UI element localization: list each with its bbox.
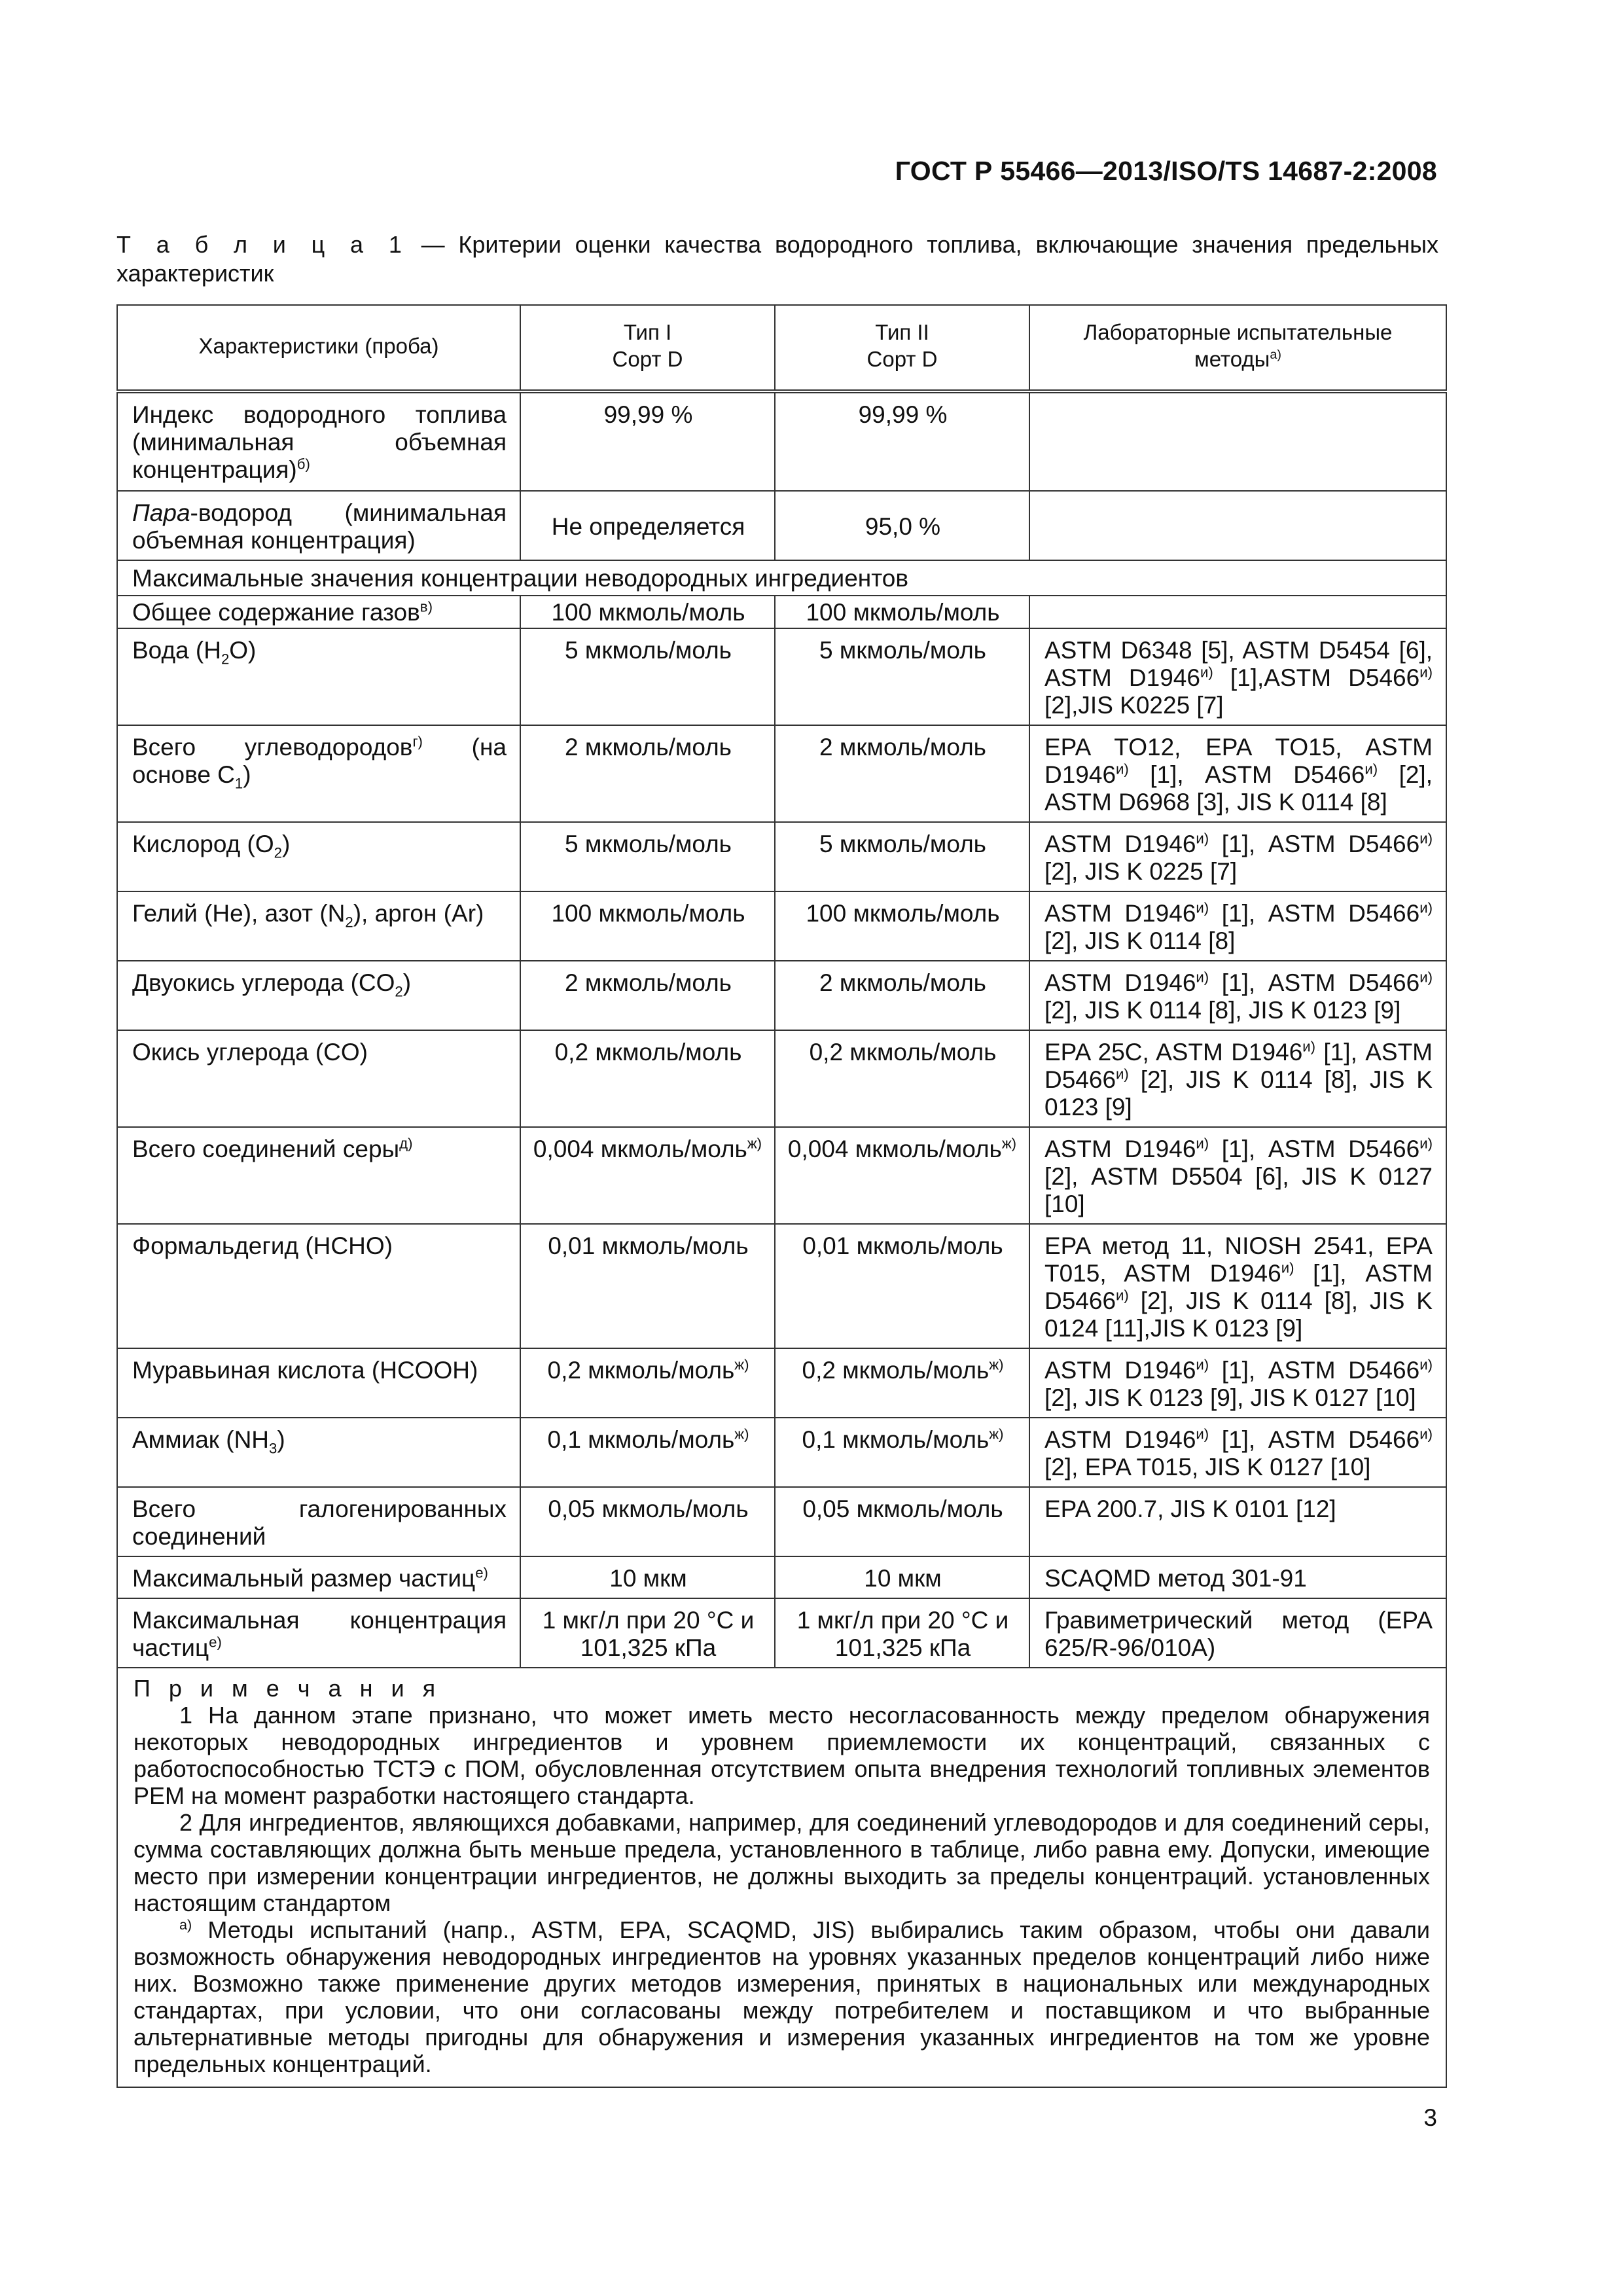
cell-methods: ASTM $D1946^{и)}$ [1], ASTM $D5466^{и)}$ [2], EPA T015, JIS K 0127 [10] <box>1029 1418 1446 1487</box>
cell-type1: 5 мкмоль/моль <box>520 628 775 725</box>
page-number: 3 <box>1423 2104 1437 2131</box>
cell-methods: EPA 25C, ASTM $D1946^{и)}$ [1], ASTM $D5466^{и)}$ [2], JIS K 0114 [8], JIS K 0123 [9] <box>1029 1030 1446 1127</box>
cell-type1: 0,01 мкмоль/моль <box>520 1224 775 1348</box>
cell-type1: 100 мкмоль/моль <box>520 891 775 961</box>
cell-methods: ASTM $D1946^{и)}$ [1], ASTM $D5466^{и)}$ [2], JIS K 0114 [8] <box>1029 891 1446 961</box>
cell-methods: ASTM $D1946^{и)}$ [1], ASTM $D5466^{и)}$ [2], JIS K 0114 [8], JIS K 0123 [9] <box>1029 961 1446 1030</box>
cell-type1: 99,99 % <box>520 391 775 491</box>
notes-title: П р и м е ч а н и я <box>134 1675 442 1702</box>
cell-characteristic: Индекс водородного топлива (минимальная объемная концентрация)$^{б)}$ <box>117 391 520 491</box>
table-row <box>117 1418 1446 1487</box>
cell-methods: EPA метод 11, NIOSH 2541, EPA T015, ASTM $D1946^{и)}$ [1], ASTM $D5466^{и)}$ [2], JIS K 0114 [8], JIS K 0124 [11],JIS K 0123 [9] <box>1029 1224 1446 1348</box>
caption-prefix: Т а б л и ц а 1 <box>116 231 408 258</box>
cell-type2: 95,0 % <box>775 491 1029 560</box>
cell-type2: 0,1 мкмоль/моль$^{ж)}$ <box>775 1418 1029 1487</box>
header-characteristics: Характеристики (проба) <box>117 305 520 391</box>
cell-type1: 100 мкмоль/моль <box>520 596 775 628</box>
cell-characteristic: Максимальный размер частиц$^{е)}$ <box>117 1556 520 1598</box>
header-type1: Тип I Сорт D <box>520 305 775 391</box>
cell-type2: 2 мкмоль/моль <box>775 961 1029 1030</box>
cell-type1: 1 мкг/л при 20 °C и 101,325 кПа <box>520 1598 775 1668</box>
cell-methods: EPA TO12, EPA TO15, ASTM $D1946^{и)}$ [1], ASTM $D5466^{и)}$ [2], ASTM D6968 [3], JIS K 0114 [8] <box>1029 725 1446 822</box>
cell-characteristic: Пара-водород (минимальная объемная концентрация) <box>117 491 520 560</box>
cell-methods: SCAQMD метод 301-91 <box>1029 1556 1446 1598</box>
cell-type1: 0,1 мкмоль/моль$^{ж)}$ <box>520 1418 775 1487</box>
cell-methods: ASTM D6348 [5], ASTM D5454 [6], ASTM $D1946^{и)}$ [1],ASTM $D5466^{и)}$ [2],JIS K0225 [7] <box>1029 628 1446 725</box>
cell-characteristic: Муравьиная кислота (HCOOH) <box>117 1348 520 1418</box>
cell-type1: 0,2 мкмоль/моль$^{ж)}$ <box>520 1348 775 1418</box>
table-row <box>117 1487 1446 1556</box>
cell-methods <box>1029 491 1446 560</box>
table-row <box>117 628 1446 725</box>
table-header-row <box>117 305 1446 391</box>
cell-characteristic: Двуокись углерода $(CO_2)$ <box>117 961 520 1030</box>
criteria-table <box>116 304 1447 2088</box>
table-row <box>117 1348 1446 1418</box>
cell-characteristic: Гелий (He), азот $(N_2)$, аргон (Ar) <box>117 891 520 961</box>
header-type2: Тип II Сорт D <box>775 305 1029 391</box>
table-section-row <box>117 560 1446 596</box>
cell-type2: 2 мкмоль/моль <box>775 725 1029 822</box>
cell-type1: 0,05 мкмоль/моль <box>520 1487 775 1556</box>
cell-characteristic: Максимальная концентрация частиц$^{е)}$ <box>117 1598 520 1668</box>
table-row <box>117 491 1446 560</box>
note-2: 2 Для ингредиентов, являющихся добавками, например, для соединений углеводородов и для соединений серы, сумма составляющих должна быть меньше предела, установленного в таблице, либо равна ему. Допуски, имеющие место при измерении концентрации ингредиентов, не должны выходить за пределы концентраций. установленных настоящим стандартом <box>134 1809 1430 1916</box>
table-caption <box>116 230 1438 288</box>
cell-type2: 5 мкмоль/моль <box>775 628 1029 725</box>
cell-methods: EPA 200.7, JIS K 0101 [12] <box>1029 1487 1446 1556</box>
cell-type2: 99,99 % <box>775 391 1029 491</box>
note-1: 1 На данном этапе признано, что может иметь место несогласованность между пределом обнаружения некоторых неводородных ингредиентов и уровнем приемлемости их концентраций, связанных с работоспособностью ТСТЭ с ПОМ, обусловленная отсутствием опыта внедрения технологий топливных элементов PEM на момент разработки настоящего стандарта. <box>134 1702 1430 1809</box>
table-row <box>117 1556 1446 1598</box>
cell-type2: 0,01 мкмоль/моль <box>775 1224 1029 1348</box>
cell-type2: 1 мкг/л при 20 °C и 101,325 кПа <box>775 1598 1029 1668</box>
table-row <box>117 391 1446 491</box>
cell-type1: Не определяется <box>520 491 775 560</box>
table-row <box>117 1224 1446 1348</box>
cell-characteristic: Формальдегид (HCHO) <box>117 1224 520 1348</box>
cell-characteristic: Всего галогенированных соединений <box>117 1487 520 1556</box>
cell-methods <box>1029 391 1446 491</box>
cell-type1: 0,004 мкмоль/моль$^{ж)}$ <box>520 1127 775 1224</box>
cell-methods: ASTM $D1946^{и)}$ [1], ASTM $D5466^{и)}$ [2], JIS K 0123 [9], JIS K 0127 [10] <box>1029 1348 1446 1418</box>
table-row <box>117 1030 1446 1127</box>
table-notes-row <box>117 1668 1446 2087</box>
cell-characteristic: Окись углерода (CO) <box>117 1030 520 1127</box>
cell-characteristic: Всего соединений серы$^{д)}$ <box>117 1127 520 1224</box>
cell-type2: 0,004 мкмоль/моль$^{ж)}$ <box>775 1127 1029 1224</box>
table-row <box>117 1598 1446 1668</box>
table-row <box>117 596 1446 628</box>
cell-methods: ASTM $D1946^{и)}$ [1], ASTM $D5466^{и)}$ [2], JIS K 0225 [7] <box>1029 822 1446 891</box>
table-row <box>117 725 1446 822</box>
table-row <box>117 1127 1446 1224</box>
cell-methods <box>1029 596 1446 628</box>
cell-type1: 0,2 мкмоль/моль <box>520 1030 775 1127</box>
cell-characteristic: Вода $(H_2O)$ <box>117 628 520 725</box>
cell-type2: 100 мкмоль/моль <box>775 891 1029 961</box>
cell-type2: 10 мкм <box>775 1556 1029 1598</box>
document-header: ГОСТ Р 55466—2013/ISO/TS 14687-2:2008 <box>895 156 1437 186</box>
cell-type2: 0,2 мкмоль/моль$^{ж)}$ <box>775 1348 1029 1418</box>
section-title: Максимальные значения концентрации неводородных ингредиентов <box>117 560 1446 596</box>
cell-type2: 100 мкмоль/моль <box>775 596 1029 628</box>
cell-characteristic: Кислород $(O_2)$ <box>117 822 520 891</box>
cell-type1: 10 мкм <box>520 1556 775 1598</box>
caption-text: — Критерии оценки качества водородного топлива, включающие значения предельных характеристик <box>116 231 1439 287</box>
cell-type2: 0,2 мкмоль/моль <box>775 1030 1029 1127</box>
cell-type2: 0,05 мкмоль/моль <box>775 1487 1029 1556</box>
cell-type1: 2 мкмоль/моль <box>520 725 775 822</box>
cell-type1: 5 мкмоль/моль <box>520 822 775 891</box>
table-row <box>117 891 1446 961</box>
cell-characteristic: Общее содержание газов$^{в)}$ <box>117 596 520 628</box>
table-row <box>117 961 1446 1030</box>
cell-methods: Гравиметрический метод (EPA 625/R-96/010A) <box>1029 1598 1446 1668</box>
cell-characteristic: Всего углеводородов$^{г)}$ (на основе $C_1$) <box>117 725 520 822</box>
header-methods: Лабораторные испытательные методы$^{а)}$ <box>1029 305 1446 391</box>
cell-characteristic: Аммиак $(NH_3)$ <box>117 1418 520 1487</box>
table-notes <box>117 1668 1446 2087</box>
cell-type1: 2 мкмоль/моль <box>520 961 775 1030</box>
table-row <box>117 822 1446 891</box>
cell-methods: ASTM $D1946^{и)}$ [1], ASTM $D5466^{и)}$ [2], ASTM D5504 [6], JIS K 0127 [10] <box>1029 1127 1446 1224</box>
cell-type2: 5 мкмоль/моль <box>775 822 1029 891</box>
note-a: $^{а)}$ Методы испытаний (напр., ASTM, EPA, SCAQMD, JIS) выбирались таким образом, чтобы они давали возможность обнаружения неводородных ингредиентов на уровнях указанных пределов концентраций либо ниже них. Возможно также применение других методов измерения, принятых в национальных или международных стандартах, при условии, что они согласованы между потребителем и поставщиком и что выбранные альтернативные методы пригодны для обнаружения и измерения указанных ингредиентов на том же уровне предельных концентраций. <box>134 1916 1430 2077</box>
